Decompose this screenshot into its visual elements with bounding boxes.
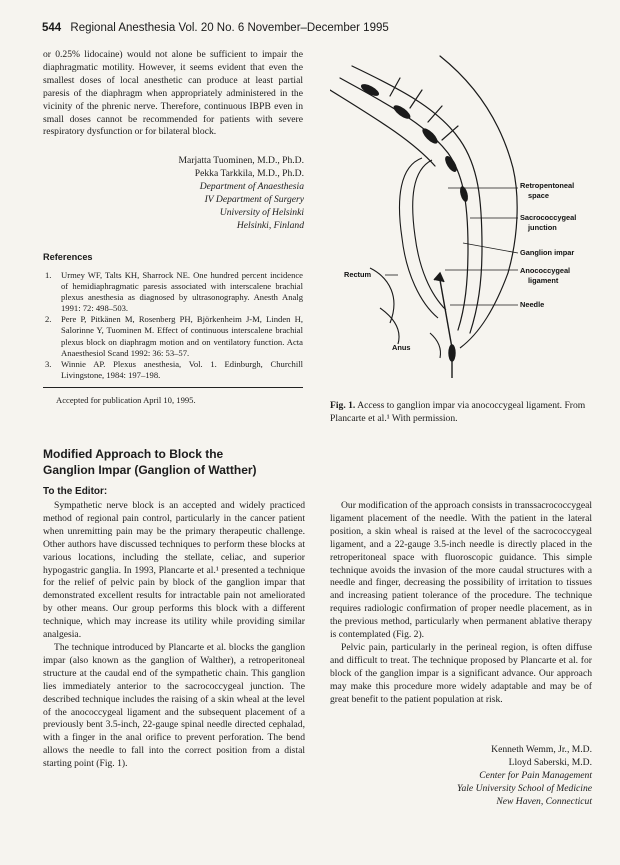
- label-sacrococcygeal: Sacrococcygeal junction: [520, 213, 577, 232]
- label-retroperitoneal: Retropentoneal space: [520, 181, 575, 200]
- article-title: Modified Approach to Block the Ganglion Impar (Ganglion of Watther): [43, 447, 257, 477]
- references-list: [43, 270, 303, 381]
- article-left-column: [43, 500, 305, 771]
- paragraph: Sympathetic nerve block is an accepted and widely practiced method of regional pain control, particularly in the cancer patient when unremitting pain may be the primary therapeutic challenge. Other authors have discussed techniques to perform these blocks at various locations, including the stellate, celiac, and superior hypogastric ganglia. In 1993, Plancarte et al.¹ presented a technique for the relief of pelvic pain by block of the ganglion impar that demonstrated excellent results for intractable pain not ameliorated by other means. Our group performs this block with a different technique, which may increase its utility while providing similar analgesia.: [43, 500, 305, 641]
- author-name: Marjatta Tuominen, M.D., Ph.D.: [178, 155, 304, 166]
- label-anococcygeal: Anococcygeal ligament: [520, 266, 571, 285]
- label-ganglion-impar: Ganglion impar: [520, 248, 575, 257]
- needle-icon: [434, 273, 455, 378]
- divider: [43, 387, 303, 388]
- vertebral-discs: [359, 82, 469, 203]
- references-heading: References: [43, 252, 93, 262]
- caption-label: Fig. 1.: [330, 400, 356, 411]
- caption-text: Access to ganglion impar via anococcygeal ligament. From Plancarte et al.¹ With permission.: [330, 400, 586, 424]
- affiliation: Yale University School of Medicine: [457, 782, 592, 794]
- signature-block-2: [400, 744, 592, 809]
- reference-item: 2. Pere P, Pitkänen M, Rosenberg PH, Björkenheim J-M, Linden H, Salorinne Y, Tuominen M. Effect of continuous interscalene brachial plexus block on diaphragm motion and on ventilatory function. Acta Anaesthesiol Scand 1992: 36: 53–57.: [45, 314, 303, 358]
- affiliation: New Haven, Connecticut: [496, 795, 592, 807]
- running-head-text: Regional Anesthesia Vol. 20 No. 6 November–December 1995: [70, 22, 389, 34]
- author-name: Pekka Tarkkila, M.D., Ph.D.: [194, 167, 304, 179]
- affiliation: Center for Pain Management: [479, 769, 592, 781]
- reference-item: 1. Urmey WF, Talts KH, Sharrock NE. One hundred percent incidence of hemidiaphragmatic paresis associated with interscalene brachial plexus anesthesia as diagnosed by ultrasonography. Anesth Analg 1991: 72: 498–503.: [45, 270, 303, 314]
- article-right-column: [330, 500, 592, 707]
- label-rectum: Rectum: [344, 270, 372, 279]
- page-number: 544: [42, 22, 62, 34]
- signature-block-1: [120, 155, 304, 232]
- label-anus: Anus: [392, 343, 411, 352]
- anatomical-figure: [330, 48, 600, 398]
- author-name: Lloyd Saberski, M.D.: [508, 756, 592, 768]
- spine-outline: [330, 56, 517, 333]
- figure-caption: [330, 400, 592, 426]
- author-name: Kenneth Wemm, Jr., M.D.: [491, 744, 592, 755]
- paragraph: The technique introduced by Plancarte et al. blocks the ganglion impar (also known as the ganglion of Walther), a retroperitoneal structure at the caudal end of the sympathetic chain. This ganglion lies immediately anterior to the sacrococcygeal junction. The described technique includes the raising of a skin wheal at the level of the anococcygeal ligament and the subsequent placement of a previously bent 3.5-inch, 22-gauge spinal needle directed cephalad, with a finger in the anal orifice to prevent perforation. The bend allows the needle to fall into the correct position from a distal starting point (Fig. 1).: [43, 641, 305, 770]
- label-leaders: [385, 188, 518, 305]
- accepted-date: Accepted for publication April 10, 1995.: [56, 395, 196, 405]
- affiliation: University of Helsinki: [219, 206, 304, 218]
- label-needle: Needle: [520, 300, 545, 309]
- paragraph: or 0.25% lidocaine) would not alone be sufficient to impair the diaphragmatic motility. However, it seems evident that even the smallest doses of local anesthetic can produce at least partial paresis of the diaphragm when appropriately administered in the vicinity of the phrenic nerve. Therefore, continuous IBPB even in small doses cannot be recommended for patients with severe respiratory dysfunction or for bilateral block.: [43, 49, 303, 138]
- to-editor-heading: To the Editor:: [43, 486, 108, 497]
- paragraph: Pelvic pain, particularly in the perineal region, is often diffuse and difficult to treat. The technique proposed by Plancarte et al. for block of the ganglion impar is a significant advance. Our approach may make this procedure more widely adaptable and may be of great benefit to the patient population at risk.: [330, 641, 592, 705]
- affiliation: IV Department of Surgery: [204, 193, 304, 205]
- affiliation: Helsinki, Finland: [236, 219, 304, 231]
- reference-item: 3. Winnie AP. Plexus anesthesia, Vol. 1. Edinburgh, Churchill Livingstone, 1984: 197–198.: [45, 358, 303, 380]
- paragraph: Our modification of the approach consists in transsacrococcygeal ligament placement of the needle. With the patient in the lateral position, a skin wheal is raised at the level of the sacrococcygeal ligament, and a 22-gauge 3.5-inch needle is directly placed in the retroperitoneal space with fluoroscopic guidance. This simple technique avoids the invasion of the more caudal structures with a needle and finger, decreasing the possibility of irritation to tissues and increasing patient tolerance of the procedure. The technique requires radiologic confirmation of proper needle placement, as in the previous method, particularly when permanent ablative therapy is contemplated (Fig. 2).: [330, 500, 592, 641]
- previous-letter-conclusion: [43, 49, 303, 139]
- running-header: [42, 22, 389, 34]
- affiliation: Department of Anaesthesia: [199, 180, 304, 192]
